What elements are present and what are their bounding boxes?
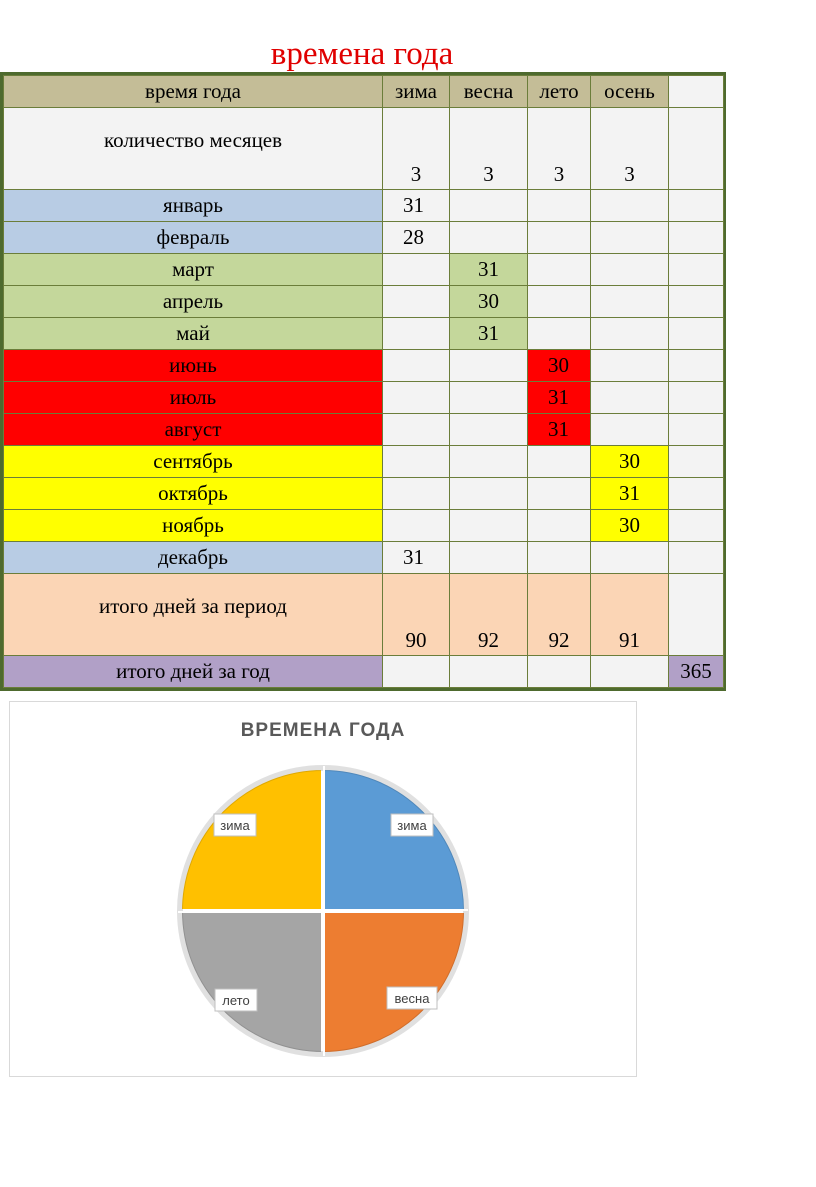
table-cell: 92: [528, 574, 591, 656]
table-cell: 365: [669, 656, 724, 688]
table-cell: [528, 254, 591, 286]
header-cell-season: время года: [4, 76, 383, 108]
table-cell: [591, 350, 669, 382]
table-cell: [591, 656, 669, 688]
table-cell: [383, 350, 450, 382]
table-cell: [383, 656, 450, 688]
table-row-july: [4, 382, 724, 414]
seasons-table: [0, 72, 726, 691]
table-cell: [450, 446, 528, 478]
table-cell: 3: [383, 108, 450, 190]
pie-data-label: [214, 814, 256, 836]
table-cell: 31: [450, 318, 528, 350]
table-cell: 31: [383, 542, 450, 574]
table-cell: [669, 478, 724, 510]
table-cell: [669, 510, 724, 542]
table-row-january: [4, 190, 724, 222]
table-cell: [591, 318, 669, 350]
table-cell: [383, 286, 450, 318]
table-cell: [383, 382, 450, 414]
table-row-september: [4, 446, 724, 478]
table-cell: [450, 350, 528, 382]
table-cell: [591, 190, 669, 222]
page-title: времена года: [270, 36, 454, 72]
table-row-march: [4, 254, 724, 286]
table-cell: [383, 318, 450, 350]
table-cell: [383, 254, 450, 286]
table-cell: [591, 542, 669, 574]
row-name: февраль: [4, 222, 383, 254]
table-row-december: [4, 542, 724, 574]
table-cell: 3: [591, 108, 669, 190]
table-row-month-count: [4, 108, 724, 190]
pie-chart-canvas: [10, 702, 636, 1076]
table-cell: [528, 478, 591, 510]
table-row-august: [4, 414, 724, 446]
table-cell: [669, 254, 724, 286]
table-cell: 30: [450, 286, 528, 318]
table-cell: [450, 656, 528, 688]
table-cell: 28: [383, 222, 450, 254]
table-cell: [450, 478, 528, 510]
table-cell: [450, 510, 528, 542]
table-cell: [669, 446, 724, 478]
header-cell-winter: зима: [383, 76, 450, 108]
row-name: апрель: [4, 286, 383, 318]
header-cell-summer: лето: [528, 76, 591, 108]
table-cell: [669, 382, 724, 414]
pie-data-label-text: лето: [222, 993, 250, 1008]
table-cell: [669, 222, 724, 254]
pie-data-label: [215, 989, 257, 1011]
table-cell: 3: [528, 108, 591, 190]
row-name: итого дней за период: [4, 574, 383, 656]
table-cell: [528, 542, 591, 574]
pie-data-label-text: зима: [220, 818, 250, 833]
table-cell: 31: [383, 190, 450, 222]
row-name: ноябрь: [4, 510, 383, 542]
table-cell: [591, 222, 669, 254]
table-cell: [528, 318, 591, 350]
row-name: сентябрь: [4, 446, 383, 478]
table-cell: [669, 542, 724, 574]
table-cell: [528, 446, 591, 478]
table-cell: [669, 574, 724, 656]
row-name: октябрь: [4, 478, 383, 510]
table-cell: [528, 656, 591, 688]
table-cell: [528, 190, 591, 222]
table-row-may: [4, 318, 724, 350]
pie-chart: [9, 701, 637, 1077]
table-cell: [383, 510, 450, 542]
row-name: январь: [4, 190, 383, 222]
table-cell: 3: [450, 108, 528, 190]
table-row-year-total: [4, 656, 724, 688]
table-cell: 91: [591, 574, 669, 656]
pie-data-label-text: весна: [394, 991, 430, 1006]
table-cell: [450, 542, 528, 574]
table-cell: [528, 222, 591, 254]
table-cell: [450, 382, 528, 414]
table-cell: [383, 446, 450, 478]
row-name: август: [4, 414, 383, 446]
table-cell: 30: [591, 446, 669, 478]
table-cell: 30: [591, 510, 669, 542]
table-cell: [591, 286, 669, 318]
table-cell: [669, 414, 724, 446]
table-cell: 31: [528, 382, 591, 414]
row-name: март: [4, 254, 383, 286]
header-cell-empty: [669, 76, 724, 108]
table-cell: [669, 108, 724, 190]
table-cell: [669, 190, 724, 222]
table-row-june: [4, 350, 724, 382]
table-cell: [383, 414, 450, 446]
table-cell: [383, 478, 450, 510]
table-row-october: [4, 478, 724, 510]
table-cell: 31: [591, 478, 669, 510]
pie-data-label: [387, 987, 437, 1009]
table-row-april: [4, 286, 724, 318]
table-cell: [669, 350, 724, 382]
table-cell: 92: [450, 574, 528, 656]
table-cell: 31: [450, 254, 528, 286]
header-cell-spring: весна: [450, 76, 528, 108]
table-row-february: [4, 222, 724, 254]
table-cell: [669, 286, 724, 318]
table-cell: 31: [528, 414, 591, 446]
chart-title: ВРЕМЕНА ГОДА: [240, 720, 406, 741]
table-cell: [591, 382, 669, 414]
pie-data-label-text: зима: [397, 818, 427, 833]
table-cell: [591, 254, 669, 286]
table-row-period-total: [4, 574, 724, 656]
table-header-row: [4, 76, 724, 108]
table-cell: [528, 510, 591, 542]
table-cell: [450, 190, 528, 222]
row-name: июнь: [4, 350, 383, 382]
table-cell: [669, 318, 724, 350]
pie-data-label: [391, 814, 433, 836]
table-cell: [450, 222, 528, 254]
row-name: май: [4, 318, 383, 350]
table-cell: 90: [383, 574, 450, 656]
row-name: июль: [4, 382, 383, 414]
row-name: количество месяцев: [4, 108, 383, 190]
table-cell: [450, 414, 528, 446]
row-name: итого дней за год: [4, 656, 383, 688]
row-name: декабрь: [4, 542, 383, 574]
table-cell: [528, 286, 591, 318]
table-cell: 30: [528, 350, 591, 382]
table-row-november: [4, 510, 724, 542]
table-cell: [591, 414, 669, 446]
header-cell-autumn: осень: [591, 76, 669, 108]
